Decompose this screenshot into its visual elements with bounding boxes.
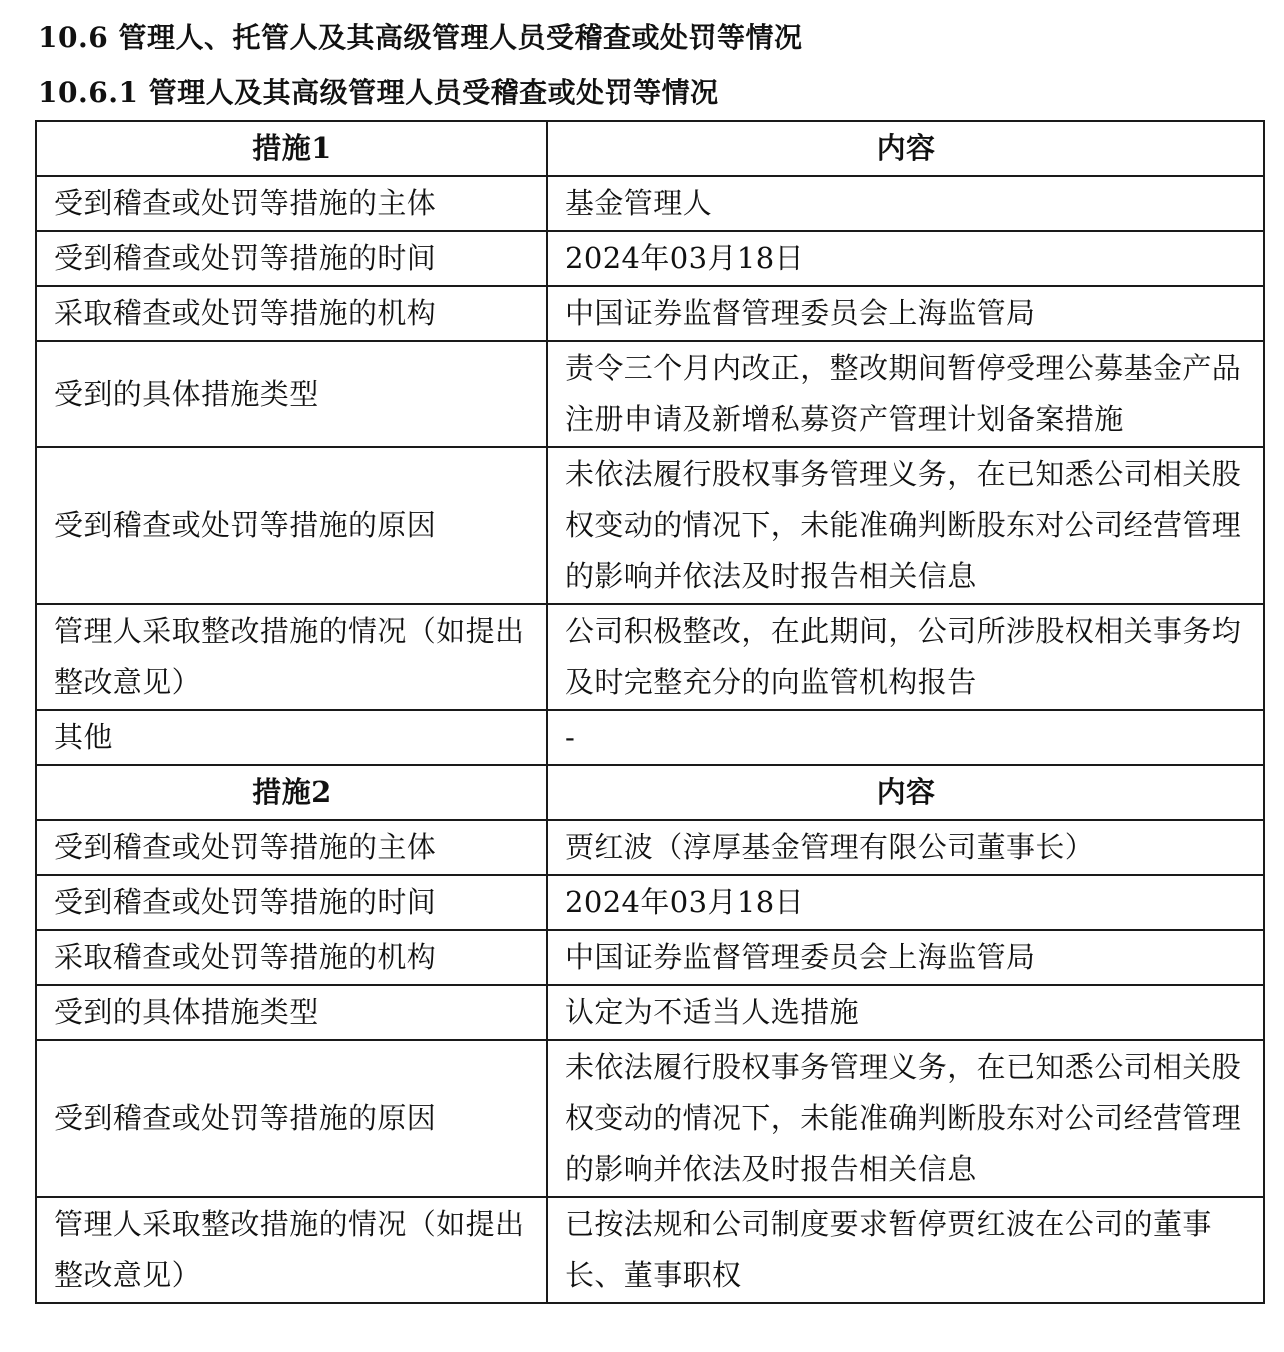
- table-row: [36, 930, 1264, 985]
- row-label: 管理人采取整改措施的情况（如提出整改意见）: [36, 604, 547, 710]
- row-label: 受到稽查或处罚等措施的时间: [36, 231, 547, 286]
- row-label: 管理人采取整改措施的情况（如提出整改意见）: [36, 1197, 547, 1303]
- row-value: 中国证券监督管理委员会上海监管局: [547, 286, 1264, 341]
- row-label: 受到的具体措施类型: [36, 985, 547, 1040]
- penalty-table: [35, 120, 1265, 1304]
- table-row: [36, 1040, 1264, 1197]
- row-value: 公司积极整改，在此期间，公司所涉股权相关事务均及时完整充分的向监管机构报告: [547, 604, 1264, 710]
- row-label: 受到稽查或处罚等措施的时间: [36, 875, 547, 930]
- table-row: [36, 447, 1264, 604]
- measure-2-header-row: [36, 765, 1264, 820]
- row-value: 未依法履行股权事务管理义务，在已知悉公司相关股权变动的情况下，未能准确判断股东对公司经营管理的影响并依法及时报告相关信息: [547, 1040, 1264, 1197]
- row-value: 中国证券监督管理委员会上海监管局: [547, 930, 1264, 985]
- table-row: [36, 286, 1264, 341]
- row-label: 受到稽查或处罚等措施的原因: [36, 447, 547, 604]
- row-value: -: [547, 710, 1264, 765]
- subsection-heading: 10.6.1 管理人及其高级管理人员受稽查或处罚等情况: [38, 76, 719, 109]
- table-row: [36, 341, 1264, 447]
- table-row: [36, 710, 1264, 765]
- table-row: [36, 1197, 1264, 1303]
- table-row: [36, 985, 1264, 1040]
- section-heading: 10.6 管理人、托管人及其高级管理人员受稽查或处罚等情况: [38, 21, 803, 54]
- row-label: 其他: [36, 710, 547, 765]
- row-label: 受到的具体措施类型: [36, 341, 547, 447]
- table-row: [36, 176, 1264, 231]
- table-row: [36, 231, 1264, 286]
- row-value: 已按法规和公司制度要求暂停贾红波在公司的董事长、董事职权: [547, 1197, 1264, 1303]
- measure-1-header-row: [36, 121, 1264, 176]
- measure-1-header-label: 措施1: [36, 121, 547, 176]
- row-value: 责令三个月内改正，整改期间暂停受理公募基金产品注册申请及新增私募资产管理计划备案措施: [547, 341, 1264, 447]
- row-value: 认定为不适当人选措施: [547, 985, 1264, 1040]
- row-value: 未依法履行股权事务管理义务，在已知悉公司相关股权变动的情况下，未能准确判断股东对公司经营管理的影响并依法及时报告相关信息: [547, 447, 1264, 604]
- row-value: 基金管理人: [547, 176, 1264, 231]
- measure-2-header-content: 内容: [547, 765, 1264, 820]
- row-label: 采取稽查或处罚等措施的机构: [36, 930, 547, 985]
- measure-1-header-content: 内容: [547, 121, 1264, 176]
- row-label: 采取稽查或处罚等措施的机构: [36, 286, 547, 341]
- row-label: 受到稽查或处罚等措施的主体: [36, 176, 547, 231]
- table-row: [36, 604, 1264, 710]
- row-label: 受到稽查或处罚等措施的主体: [36, 820, 547, 875]
- table-row: [36, 820, 1264, 875]
- measure-2-header-label: 措施2: [36, 765, 547, 820]
- row-value: 2024年03月18日: [547, 231, 1264, 286]
- row-value: 2024年03月18日: [547, 875, 1264, 930]
- row-label: 受到稽查或处罚等措施的原因: [36, 1040, 547, 1197]
- table-row: [36, 875, 1264, 930]
- row-value: 贾红波（淳厚基金管理有限公司董事长）: [547, 820, 1264, 875]
